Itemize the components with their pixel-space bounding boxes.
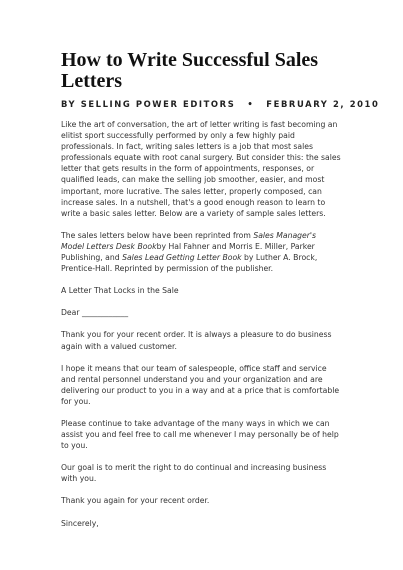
closing: Sincerely,	[61, 518, 99, 528]
letter-paragraph-4: Our goal is to merit the right to do continual and increasing business with you.	[61, 463, 327, 484]
publish-date: FEBRUARY 2, 2010	[266, 99, 380, 109]
byline	[61, 99, 380, 109]
reprint-paragraph	[61, 230, 341, 274]
salutation: Dear ____________	[61, 308, 129, 318]
intro-paragraph: Like the art of conversation, the art of letter writing is fast becoming an elitist sport successfully performed by only a few highly paid professionals. In fact, writing sales letters is a job that most sales professionals equate with root canal surgery. But consider this: the sales letter that gets results in the form of appointments, responses, or qualified leads, can make the selling job smoother, easier, and most important, more lucrative. The sales letter, properly composed, can increase sales. In a nutshell, that's a good enough reason to learn to write a basic sales letter. Below are a variety of sample sales letters.	[61, 120, 341, 218]
book-title-1: Sales Manager's Model Letters Desk Book	[61, 230, 317, 251]
letter-paragraph-1: Thank you for your recent order. It is always a pleasure to do business again with a valued customer.	[61, 330, 332, 351]
reprint-lead: The sales letters below have been reprinted from	[61, 230, 254, 240]
letter-paragraph-5: Thank you again for your recent order.	[61, 496, 210, 506]
reprint-tail: by Luther A. Brock, Prentice-Hall. Reprinted by permission of the publisher.	[61, 253, 318, 274]
author: BY SELLING POWER EDITORS	[61, 99, 236, 109]
letter-paragraph-2: I hope it means that our team of salespeople, office staff and service and rental personnel understand you and your organization and are delivering our product to you in a way and at a price that is comfortable for you.	[61, 363, 340, 406]
reprint-mid: by Hal Fahner and Morris E. Miller, Parker Publishing, and	[61, 241, 315, 263]
article-title: How to Write Successful Sales Letters	[61, 49, 319, 92]
article-body	[61, 119, 341, 529]
book-title-2: Sales Lead Getting Letter Book	[122, 253, 242, 263]
letter-paragraph-3: Please continue to take advantage of the many ways in which we can assist you and feel free to call me whenever I may personally be of help to you.	[61, 418, 339, 451]
byline-separator: •	[247, 99, 255, 109]
letter-heading: A Letter That Locks in the Sale	[61, 286, 179, 296]
